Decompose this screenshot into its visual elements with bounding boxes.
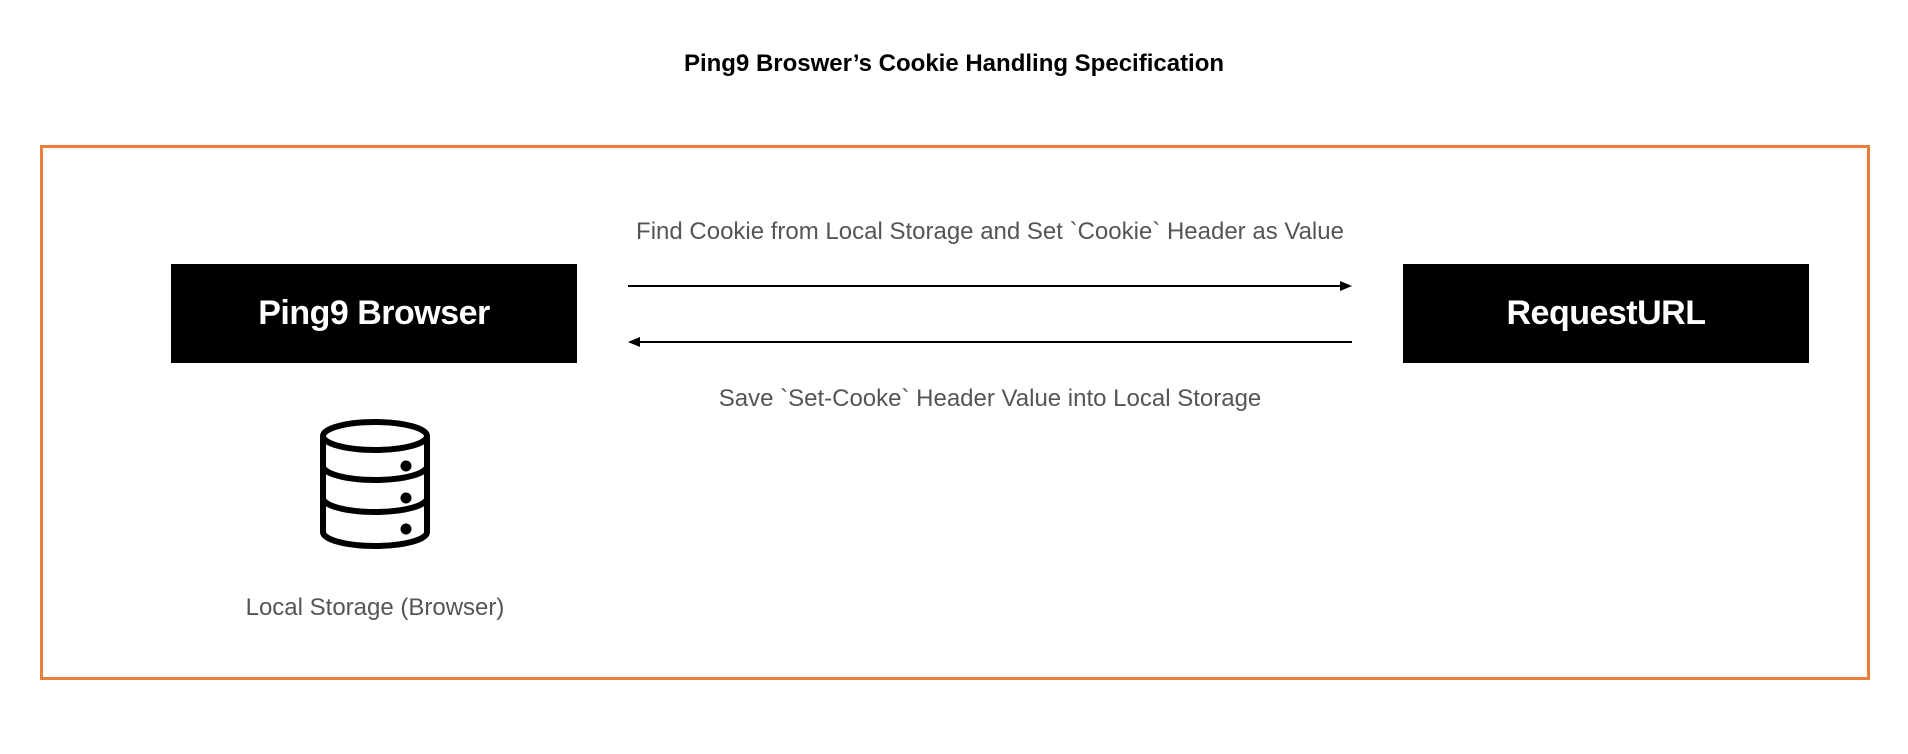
node-request-url-label: RequestURL [1506,294,1706,332]
node-request-url [1403,264,1809,363]
node-ping9-browser-label: Ping9 Browser [258,294,490,332]
edge-request-label: Find Cookie from Local Storage and Set `Cookie` Header as Value [636,218,1344,245]
local-storage-label: Local Storage (Browser) [245,594,505,621]
diagram-title: Ping9 Broswer’s Cookie Handling Specification [683,50,1225,77]
database-icon [318,416,432,552]
edge-response-label: Save `Set-Cooke` Header Value into Local Storage [718,385,1262,412]
node-ping9-browser [171,264,577,363]
